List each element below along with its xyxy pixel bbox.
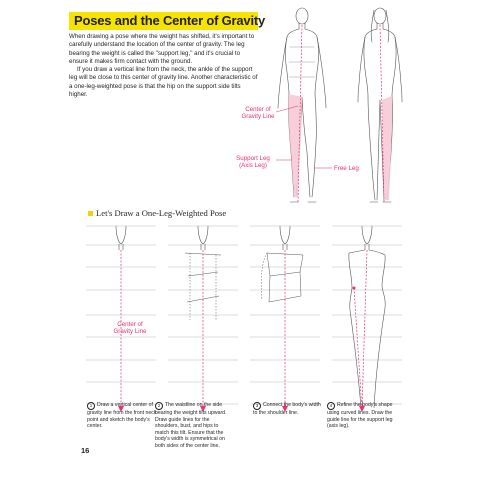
step-4 [327,402,403,430]
figure-a-torso [286,29,319,94]
step-1-number: 1 [87,402,95,410]
section-title: Let's Draw a One-Leg-Weighted Pose [96,208,227,218]
step-4-number: 4 [327,402,335,410]
intro-paragraph-2: If you draw a vertical line from the neck, the ankle of the support leg will be close to this center of gravity line. Another characteristic of a one-leg-weighted pose is that the hip on the support side tilts higher. [69,66,258,99]
figure-a-guides [289,47,315,77]
step-3-number: 3 [253,402,261,410]
intro-paragraph-1: When drawing a pose where the weight has shifted, it's important to carefully understand the location of the center of gravity. The leg bearing the weight is called the "support leg," and it's crucial to ensure it makes firm contact with the ground. [69,33,255,65]
step-heads [116,226,372,250]
figure-b-arms [358,37,402,102]
figure-a-head [296,8,308,24]
step-2-text: The waistline on the side bearing the weight tilts upward. Draw guide lines for the shoulders, bust, and hips to match this tilt. Ensure that the body's width is symmetrical on both sides of the center line. [155,402,227,449]
page-title: Poses and the Center of Gravity [74,13,266,28]
step-3-torso [261,253,303,302]
step-2-number: 2 [155,402,163,410]
guide-lines [86,226,402,404]
intro-text [69,33,259,99]
step-1-text: Draw a vertical center of gravity line from the front neck point and sketch the body's center. [87,402,157,430]
step-4-text: Refine the body's shape using curved lines. Draw the guide line for the support leg (axis leg). [327,402,393,430]
step-1 [87,402,159,430]
standing-figures-illustration [262,2,432,217]
label-support-leg: Support Leg (Axis Leg) [236,155,270,170]
step-4-body [349,250,385,408]
step-3-text: Connect the body's width to the shoulder line. [253,402,321,416]
step-3 [253,402,325,417]
figure-b-head [374,8,386,24]
label-center-of-gravity: Center of Gravity Line [241,106,275,121]
label-free-leg: Free Leg [334,165,359,172]
step-2 [155,402,233,450]
page-number: 16 [81,446,90,455]
section-bullet [88,211,93,216]
step-figures-illustration [86,220,406,420]
step-center-lines [121,250,367,408]
label-step-center-of-gravity: Center of Gravity Line [113,321,147,336]
